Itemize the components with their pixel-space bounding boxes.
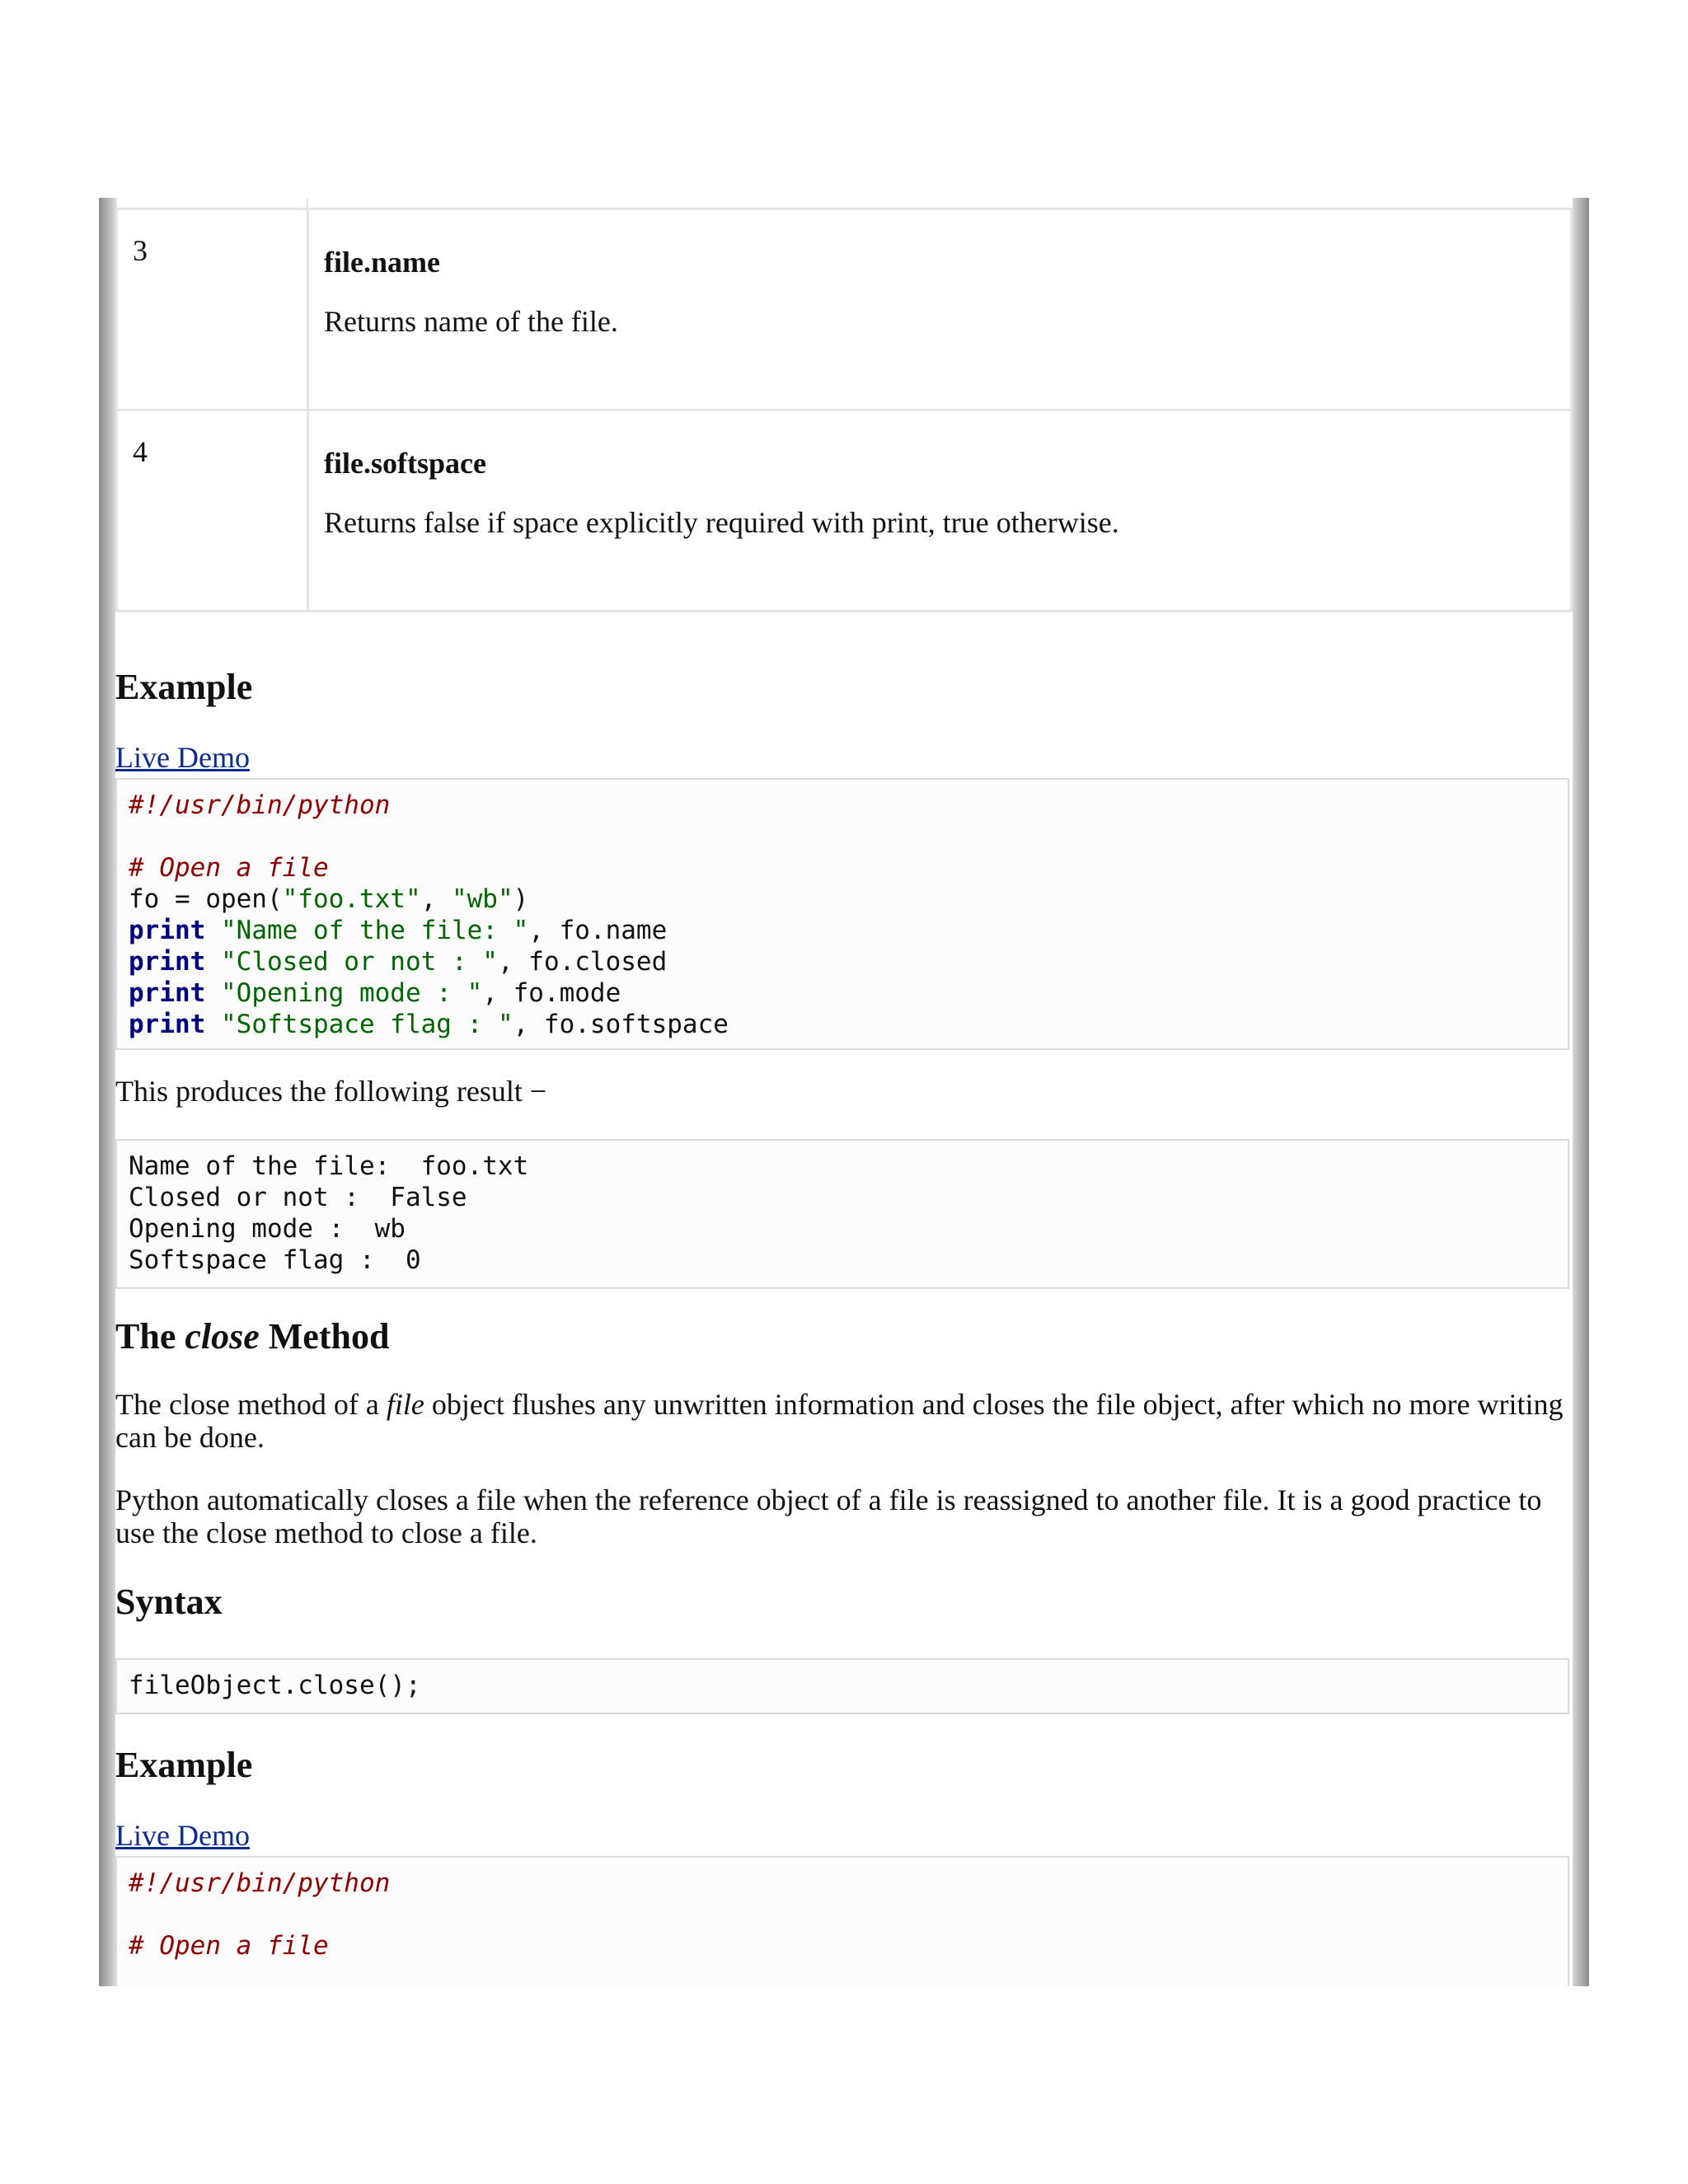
example-code-block xyxy=(115,778,1569,1050)
code-token: "Name of the file: " xyxy=(221,916,529,945)
code-token: "Closed or not : " xyxy=(221,947,498,977)
code-line xyxy=(129,1930,1556,1961)
code-token xyxy=(205,978,221,1008)
close-method-paragraph-2: Python automatically closes a file when the reference object of a file is reassigned to another file. It is a good practice to use the close method to close a file. xyxy=(115,1483,1542,1549)
page-right-border xyxy=(1573,198,1589,1986)
paragraph-emphasis: file xyxy=(386,1388,424,1421)
code-line xyxy=(129,946,1556,977)
code-line xyxy=(129,1009,1556,1040)
heading-text: Method xyxy=(259,1316,390,1357)
page-left-border xyxy=(99,198,115,1986)
code-token: , fo.mode xyxy=(482,978,621,1008)
attribute-name: file.softspace xyxy=(324,447,486,480)
code-token: , xyxy=(420,884,452,914)
code-token: "foo.txt" xyxy=(282,884,421,914)
code-token: "Opening mode : " xyxy=(221,978,483,1008)
attribute-description: Returns name of the file. xyxy=(324,305,618,338)
row-number: 4 xyxy=(117,410,308,612)
example-heading: Example xyxy=(115,1745,253,1785)
row-number: 3 xyxy=(117,209,308,410)
example-heading: Example xyxy=(115,667,253,707)
code-token xyxy=(205,947,221,977)
code-token: "wb" xyxy=(451,884,513,914)
heading-text: The xyxy=(115,1316,185,1357)
code-line xyxy=(129,852,1556,883)
paragraph-text: object flushes any unwritten information and closes the file object, after which no more writing can be done. xyxy=(115,1388,1564,1454)
code-line xyxy=(129,1899,1556,1930)
attribute-name: file.name xyxy=(324,246,440,279)
live-demo-link[interactable]: Live Demo xyxy=(115,741,250,774)
table-row xyxy=(117,209,1572,410)
close-method-paragraph-1 xyxy=(115,1388,1573,1454)
code-token: print xyxy=(129,1010,206,1039)
syntax-code-block: fileObject.close(); xyxy=(115,1658,1569,1714)
code-line xyxy=(129,790,1556,821)
code-line xyxy=(129,883,1556,915)
code-token: , fo.closed xyxy=(497,947,668,977)
code-token: , fo.softspace xyxy=(513,1010,729,1039)
row-description-cell xyxy=(308,410,1572,612)
result-output-block: Name of the file: foo.txt Closed or not : False Opening mode : wb Softspace flag : 0 xyxy=(115,1139,1569,1289)
code-token: #!/usr/bin/python xyxy=(129,790,391,820)
code-token: print xyxy=(129,916,206,945)
paragraph-text: The close method of a xyxy=(115,1388,387,1421)
code-token xyxy=(205,1010,221,1039)
code-line xyxy=(129,977,1556,1009)
code-token: print xyxy=(129,978,206,1008)
example-code-block xyxy=(115,1856,1569,1986)
close-method-heading xyxy=(115,1315,389,1357)
syntax-heading: Syntax xyxy=(115,1582,223,1622)
live-demo-link[interactable]: Live Demo xyxy=(115,1819,250,1852)
code-token: # Open a file xyxy=(129,853,329,883)
code-token: #!/usr/bin/python xyxy=(129,1868,391,1898)
attribute-description: Returns false if space explicitly required with print, true otherwise. xyxy=(324,506,1119,539)
code-token: fo = open( xyxy=(129,884,283,914)
code-line xyxy=(129,915,1556,946)
code-token: # Open a file xyxy=(129,1931,329,1961)
result-intro: This produces the following result − xyxy=(115,1075,547,1108)
document-page xyxy=(99,198,1589,1986)
code-token: ) xyxy=(513,884,529,914)
heading-emphasis: close xyxy=(185,1316,260,1357)
file-attributes-table xyxy=(115,208,1573,612)
code-token xyxy=(205,916,221,945)
table-row xyxy=(117,410,1572,612)
row-description-cell xyxy=(308,209,1572,410)
page-content xyxy=(115,198,1573,1986)
code-token: "Softspace flag : " xyxy=(221,1010,513,1039)
code-token: , fo.name xyxy=(528,916,668,945)
code-line xyxy=(129,1868,1556,1899)
code-token: print xyxy=(129,947,206,977)
code-line xyxy=(129,821,1556,852)
